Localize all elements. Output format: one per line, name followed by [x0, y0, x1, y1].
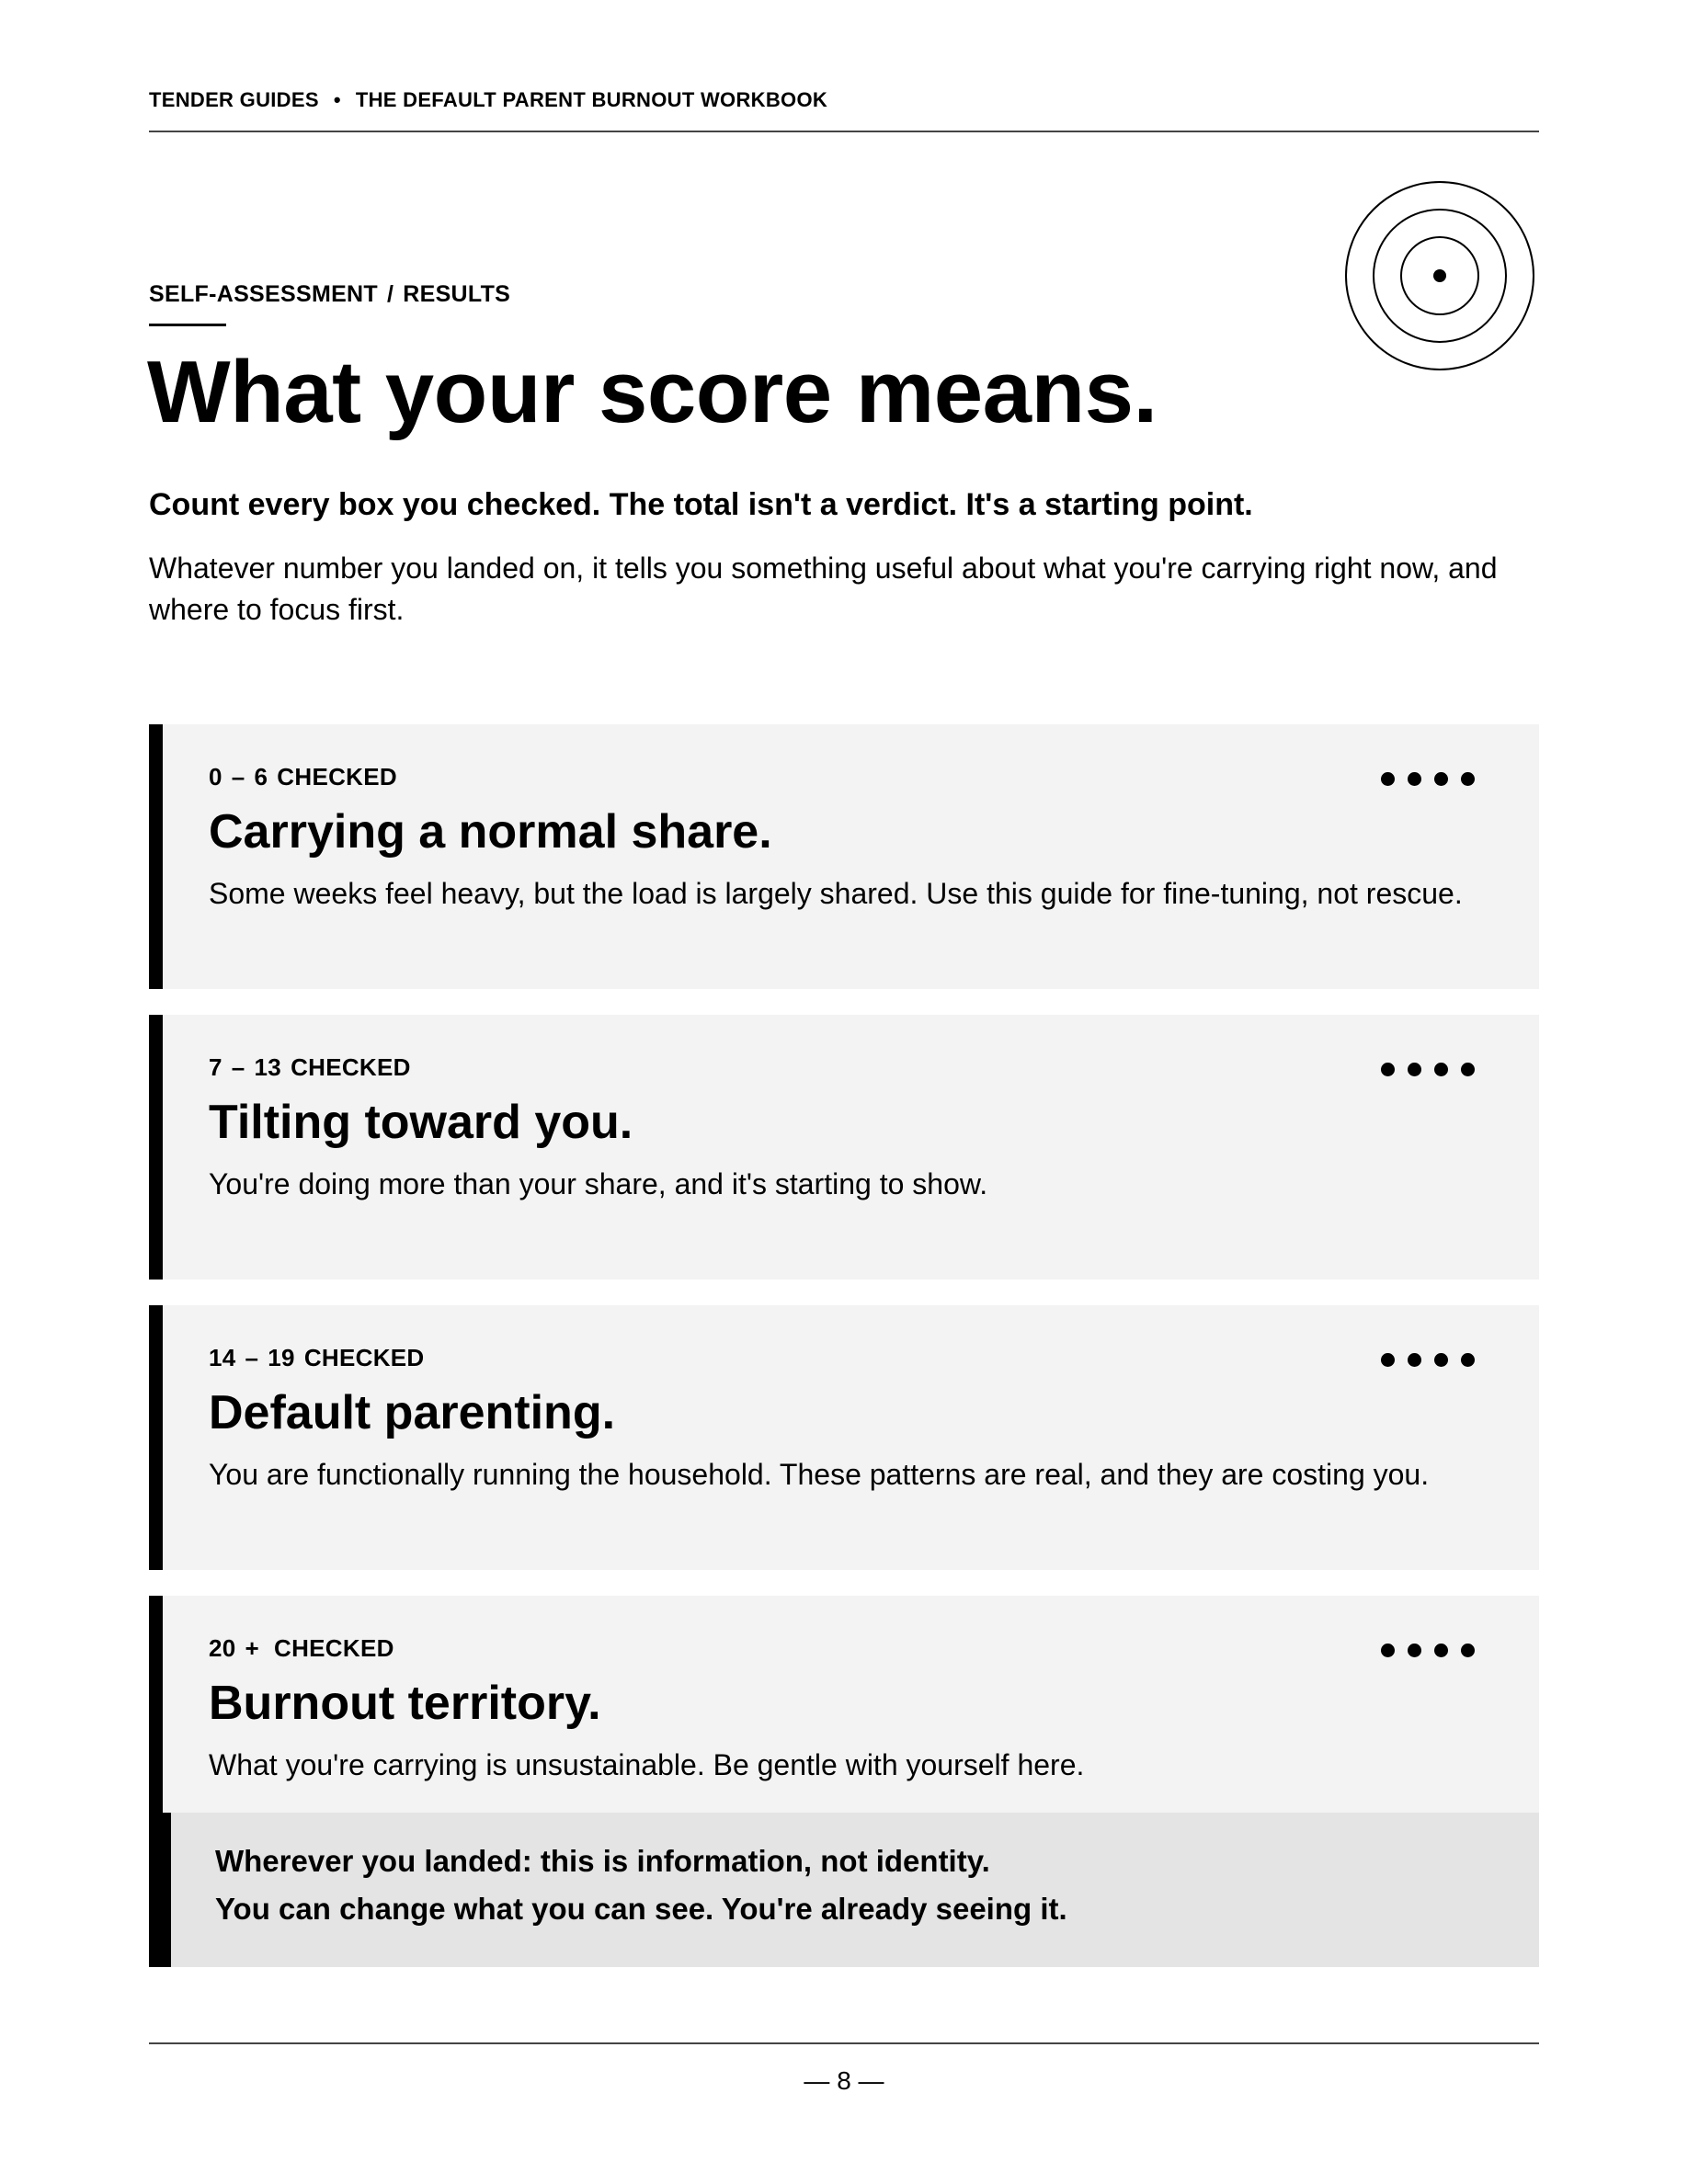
header-separator: •	[333, 88, 341, 111]
range-high: 6	[254, 763, 268, 791]
band-description: Some weeks feel heavy, but the load is largely shared. Use this guide for fine-tuning, not rescue.	[209, 877, 1463, 910]
range-checked: CHECKED	[291, 1053, 411, 1081]
score-range	[209, 1053, 420, 1082]
range-dash: –	[231, 763, 245, 791]
band-description: You are functionally running the household. These patterns are real, and they are costing you.	[209, 1458, 1430, 1491]
header-rule	[149, 131, 1539, 132]
page-number: — 8 —	[804, 2066, 884, 2095]
band-heading: Tilting toward you.	[209, 1096, 633, 1149]
score-band-7-13	[149, 1015, 1539, 1280]
range-checked: CHECKED	[274, 1634, 394, 1662]
target-icon	[1344, 180, 1535, 371]
page-title: What your score means.	[147, 343, 1158, 441]
running-header	[149, 88, 1539, 112]
lead-text: Count every box you checked. The total isn't a verdict. It's a starting point.	[149, 487, 1253, 522]
note-line-2: You can change what you can see. You're already seeing it.	[215, 1892, 1067, 1926]
section-eyebrow	[149, 281, 510, 308]
band-heading: Burnout territory.	[209, 1677, 601, 1730]
score-range	[209, 1634, 404, 1663]
score-band-14-19	[149, 1305, 1539, 1570]
score-range	[209, 1344, 434, 1372]
section-label: SELF-ASSESSMENT	[149, 281, 378, 307]
band-heading: Carrying a normal share.	[209, 805, 772, 859]
range-dash: +	[245, 1634, 260, 1662]
workbook-title: THE DEFAULT PARENT BURNOUT WORKBOOK	[355, 88, 828, 111]
range-low: 20	[209, 1634, 236, 1662]
range-high: 19	[268, 1344, 295, 1371]
dots-icon	[1381, 1353, 1475, 1367]
band-description: What you're carrying is unsustainable. Be gentle with yourself here.	[209, 1748, 1085, 1781]
note-line-1: Wherever you landed: this is information, not identity.	[215, 1844, 990, 1878]
brand-name: TENDER GUIDES	[149, 88, 319, 111]
range-low: 7	[209, 1053, 222, 1081]
callout-note	[149, 1813, 1539, 1967]
dots-icon	[1381, 1644, 1475, 1657]
score-range	[209, 763, 406, 791]
range-low: 14	[209, 1344, 236, 1371]
score-band-0-6	[149, 724, 1539, 989]
range-dash: –	[245, 1344, 259, 1371]
dots-icon	[1381, 772, 1475, 786]
eyebrow-rule	[149, 324, 226, 326]
range-checked: CHECKED	[303, 1344, 425, 1371]
range-dash: –	[231, 1053, 245, 1081]
dots-icon	[1381, 1063, 1475, 1076]
band-description: You're doing more than your share, and it's starting to show.	[209, 1167, 988, 1200]
range-high: 13	[254, 1053, 282, 1081]
range-low: 0	[209, 763, 222, 791]
band-heading: Default parenting.	[209, 1386, 616, 1439]
footer-rule	[149, 2042, 1539, 2044]
section-sublabel: RESULTS	[403, 281, 511, 307]
section-slash: /	[386, 281, 394, 307]
intro-text: Whatever number you landed on, it tells you something useful about what you're carrying right now, and where to focus first.	[149, 552, 1498, 626]
range-checked: CHECKED	[277, 763, 397, 791]
